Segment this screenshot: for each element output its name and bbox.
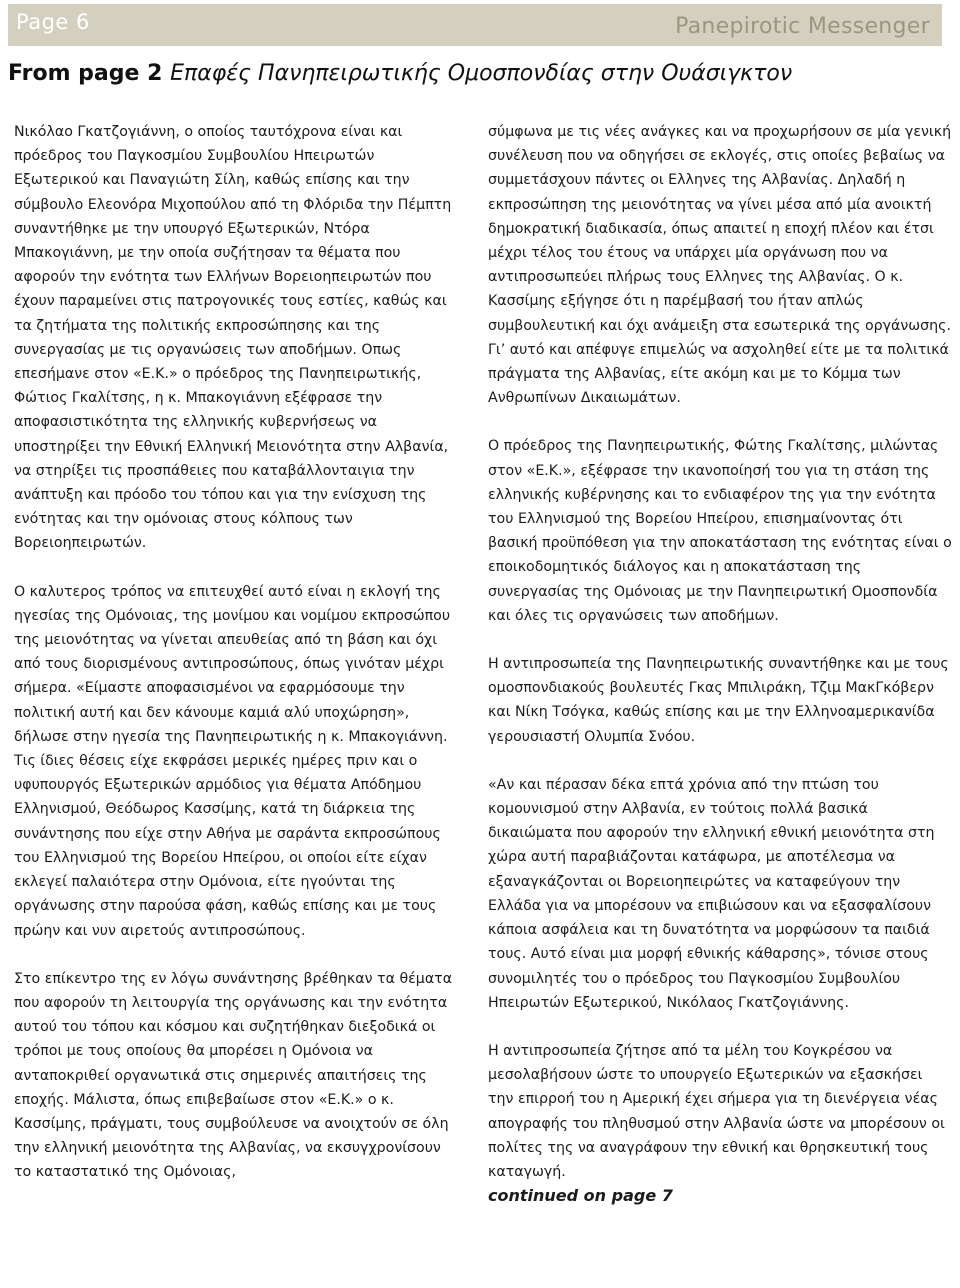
- article-headline: [8, 61, 948, 86]
- publication-name: Panepirotic Messenger: [675, 14, 930, 39]
- paragraph: σύμφωνα με τις νέες ανάγκες και να προχωρήσουν σε μία γενική συνέλευση που να οδηγήσει σε εκλογές, στις οποίες βεβαίως να συμμετάσχουν πάντες οι Ελληνες της Αλβανίας. Δηλαδή η εκπροσώπηση της μειονότητας να γίνει μέσα από μία ανοικτή δημοκρατική διαδικασία, όπως απαιτεί η εποχή πλέον και έτσι μέχρι τέλος του έτους να υπάρχει μία οργάνωση που να αντιπροσωπεύει πλήρως τους Ελληνες της Αλβανίας. Ο κ. Κασσίμης εξήγησε ότι η παρέμβασή του ήταν απλώς συμβουλευτική και όχι ανάμειξη στα εσωτερικά της οργάνωσης. Γι’ αυτό και απέφυγε επιμελώς να ασχοληθεί είτε με τα πολιτικά πράγματα της Αλβανίας, είτε ακόμη και με το Κόμμα των Ανθρωπίνων Δικαιωμάτων.: [488, 124, 952, 407]
- paragraph: Ο καλυτερος τρόπος να επιτευχθεί αυτό είναι η εκλογή της ηγεσίας της Ομόνοιας, της μονίμου και νομίμου εκπροσώπου της μειονότητας να γίνεται απευθείας από τη βάση και όχι από τους διορισμένους αντιπροσώπους, όπως γινόταν μέχρι σήμερα. «Είμαστε αποφασισμένοι να εφαρμόσουμε την πολιτική αυτή και δεν κάνουμε καμιά αλύ υποχώρηση», δήλωσε στην ηγεσία της Πανηπειρωτικής η κ. Μπακογιάννη. Τις ίδιες θέσεις είχε εκφράσει μερικές ημέρες πριν και ο υφυπουργός Εξωτερικών αρμόδιος για θέματα Απόδημου Ελληνισμού, Θεόδωρος Κασσίμης, κατά τη διάρκεια της συνάντησης που είχε στην Αθήνα με σαράντα εκπροσώπους του Ελληνισμού της Βορείου Ηπείρου, οι οποίοι είτε είχαν εκλεγεί παλαιότερα στην Ομόνοια, είτε ηγούνται της οργάνωσης στην παρούσα φάση, καθώς επίσης και με τους πρώην και νυν αιρετούς αντιπροσώπους.: [14, 583, 451, 939]
- right-column: [488, 120, 952, 1232]
- page-header: [8, 4, 942, 46]
- paragraph: «Αν και πέρασαν δέκα επτά χρόνια από την πτώση του κομουνισμού στην Αλβανία, εν τούτοις πολλά βασικά δικαιώματα που αφορούν την ελληνική εθνική μειονότητα στη χώρα αυτή παραβιάζονται κατάφωρα, με αποτέλεσμα να εξαναγκάζονται οι Βορειοηπειρώτες να καταφεύγουν την Ελλάδα για να μπορέσουν να επιβιώσουν και να εξασφαλίσουν κάποια ασφάλεια και τη δυνατότητα να μορφώσουν τα παιδιά τους. Αυτό είναι μια μορφή εθνικής κάθαρσης», τόνισε στους συνομιλητές του ο πρόεδρος του Παγκοσμίου Συμβουλίου Ηπειρωτών Εξωτερικού, Νικόλαος Γκατζογιάννης.: [488, 776, 935, 1011]
- paragraph: Ο πρόεδρος της Πανηπειρωτικής, Φώτης Γκαλίτσης, μιλώντας στον «Ε.Κ.», εξέφρασε την ικανοποίησή του για τη στάση της ελληνικής κυβέρνησης και το ενδιαφέρον της για την ενότητα του Ελληνισμού της Βορείου Ηπείρου, επισημαίνοντας ότι βασική προϋπόθεση για την αποκατάσταση της ενότητας είναι ο εποικοδομητικός διάλογος και η αποκατάσταση της συνεργασίας της Ομόνοιας με την Πανηπειρωτική Ομοσπονδία και όλες τις οργανώσεις των αποδήμων.: [488, 438, 952, 624]
- paragraph: Η αντιπροσωπεία ζήτησε από τα μέλη του Κογκρέσου να μεσολαβήσουν ώστε το υπουργείο Εξωτερικών να εξασκήσει την επιρροή του η Αμερική έχει σήμερα για τη διενέργεια νέας απογραφής του πληθυσμού στην Αλβανία ώστε να μπορέσουν οι πολίτες της να αναγράφουν την εθνική και θρησκευτική τους καταγωγή.: [488, 1042, 945, 1180]
- headline-prefix: From page 2: [8, 61, 171, 86]
- continued-link[interactable]: continued on page 7: [488, 1186, 673, 1206]
- paragraph: Η αντιπροσωπεία της Πανηπειρωτικής συναντήθηκε και με τους ομοσπονδιακούς βουλευτές Γκας Μπιλιράκη, Τζιμ ΜακΓκόβερν και Νίκη Τσόγκα, καθώς επίσης και με την Ελληνοαμερικανίδα γερουσιαστή Ολυμπία Σνόου.: [488, 656, 949, 745]
- page-number: Page 6: [16, 10, 90, 34]
- paragraph: Νικόλαο Γκατζογιάννη, ο οποίος ταυτόχρονα είναι και πρόεδρος του Παγκοσμίου Συμβουλίου Ηπειρωτών Εξωτερικού και Παναγιώτη Σίλη, καθώς επίσης και την σύμβουλο Ελεονόρα Μιχοπούλου από τη Φλόριδα την Πέμπτη συναντήθηκε με την υπουργό Εξωτερικών, Ντόρα Μπακογιάννη, με την οποία συζήτησαν τα θέματα που αφορούν την ενότητα των Ελλήνων Βορειοηπειρωτών που έχουν παραμείνει στις πατρογονικές τους εστίες, καθώς και τα ζητήματα της πολιτικής εκπροσώπησης και της συνεργασίας με τις οργανώσεις των αποδήμων. Οπως επεσήμανε στον «Ε.Κ.» ο πρόεδρος της Πανηπειρωτικής, Φώτιος Γκαλίτσης, η κ. Μπακογιάννη εξέφρασε την αποφασιστικότητα της ελληνικής κυβερνήσεως να υποστηρίξει την Εθνική Ελληνική Μειονότητα στην Αλβανία, να στηρίξει τις προσπάθειες που καταβάλλονταιγια την ανάπτυξη και πρόοδο του τόπου και για την ενίσχυση της ενότητας και την ομόνοιας στους κόλπους των Βορειοηπειρωτών.: [14, 124, 452, 552]
- headline-title: Επαφές Πανηπειρωτικής Ομοσπονδίας στην Ουάσιγκτον: [170, 61, 793, 86]
- paragraph: Στο επίκεντρο της εν λόγω συνάντησης βρέθηκαν τα θέματα που αφορούν τη λειτουργία της οργάνωσης και την ενότητα αυτού του τόπου και κόσμου και συζητήθηκαν διεξοδικά οι τρόποι με τους οποίους θα μπορέσει η Ομόνοια να ανταποκριθεί οργανωτικά στις σημερινές απαιτήσεις της εποχής. Μάλιστα, όπως επιβεβαίωσε στον «Ε.Κ.» ο κ. Κασσίμης, πράγματι, τους συμβούλευσε να ανοιχτούν σε όλη την ελληνική μειονότητα της Αλβανίας, να εκσυγχρονίσουν το καταστατικό της Ομόνοιας,: [14, 970, 453, 1181]
- left-column: [14, 120, 454, 1209]
